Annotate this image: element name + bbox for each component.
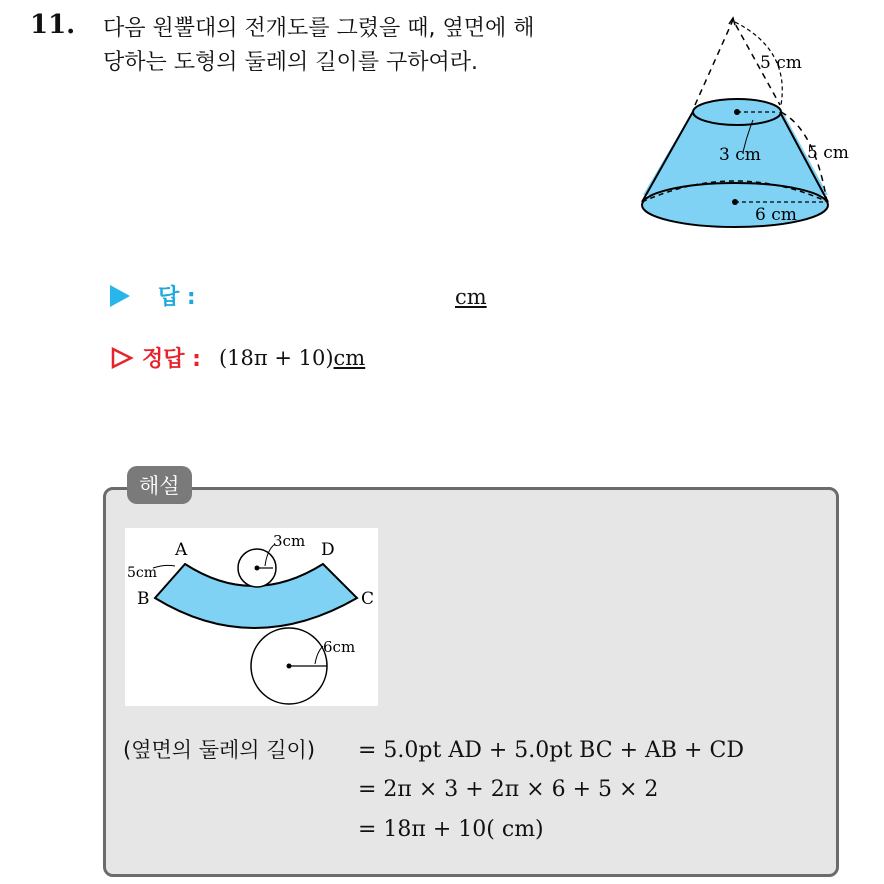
net-label-A: A bbox=[175, 540, 188, 560]
answer-row bbox=[110, 280, 196, 311]
net-label-small-radius: 3cm bbox=[273, 532, 306, 550]
correct-answer-unit: cm bbox=[333, 345, 366, 370]
calc-line-lhs: (옆면의 둘레의 길이) bbox=[123, 738, 316, 762]
correct-answer-value bbox=[219, 346, 365, 370]
correct-answer-expression: (18π + 10) bbox=[218, 345, 334, 370]
label-top-radius: 3 cm bbox=[719, 145, 761, 165]
explanation-calculation bbox=[123, 735, 744, 855]
calc-line bbox=[123, 735, 744, 775]
question-number: 11. bbox=[30, 10, 76, 40]
explanation-tag: 해설 bbox=[127, 466, 192, 504]
label-top-slant: 5 cm bbox=[760, 53, 802, 73]
correct-answer-triangle-icon bbox=[110, 346, 134, 370]
correct-answer-label: 정답 : bbox=[142, 347, 201, 372]
answer-triangle-icon bbox=[110, 285, 130, 307]
net-diagram bbox=[125, 528, 378, 706]
calc-line bbox=[123, 815, 744, 855]
label-bottom-radius: 6 cm bbox=[755, 205, 797, 225]
question-text bbox=[103, 12, 623, 80]
net-label-large-radius: 6cm bbox=[323, 638, 356, 656]
calc-line-rhs: = 5.0pt AD + 5.0pt BC + AB + CD bbox=[358, 738, 744, 763]
net-label-D: D bbox=[321, 540, 335, 560]
calc-line-rhs: = 18π + 10( cm) bbox=[358, 817, 544, 842]
question-text-line1: 다음 원뿔대의 전개도를 그렸을 때, 옆면에 해 bbox=[103, 16, 535, 41]
net-label-C: C bbox=[361, 589, 375, 609]
answer-unit: cm bbox=[455, 285, 487, 309]
label-side-slant: 5 cm bbox=[807, 143, 849, 163]
calc-line bbox=[123, 775, 744, 815]
net-label-slant: 5cm bbox=[127, 565, 158, 581]
frustum-figure bbox=[635, 10, 865, 240]
net-label-B: B bbox=[137, 589, 150, 609]
answer-label: 답 : bbox=[158, 285, 196, 310]
correct-answer-row bbox=[110, 342, 365, 373]
question-text-line2: 당하는 도형의 둘레의 길이를 구하여라. bbox=[103, 50, 478, 75]
calc-line-rhs: = 2π × 3 + 2π × 6 + 5 × 2 bbox=[358, 777, 659, 802]
